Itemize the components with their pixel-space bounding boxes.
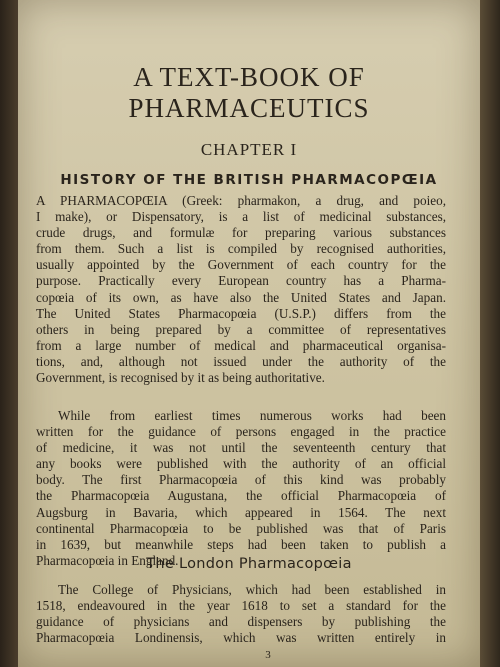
text-line: crude drugs, and formulæ for preparing various substances — [36, 225, 446, 241]
text-line: written for the guidance of persons engaged in the practice — [36, 424, 446, 440]
book-page — [18, 0, 480, 667]
text-line: The United States Pharmacopœia (U.S.P.) differs from the — [36, 305, 446, 321]
text-line: of medicine, it was not until the seventeenth century that — [36, 440, 446, 456]
text-line: The College of Physicians, which had been established in — [58, 582, 446, 597]
text-line: from them. Such a list is compiled by recognised authorities, — [36, 241, 446, 257]
text-line: any books were published with the authority of an official — [36, 456, 446, 472]
text-line: body. The first Pharmacopœia of this kind was probably — [36, 472, 446, 488]
book-title-line-2: PHARMACEUTICS — [128, 93, 370, 123]
text-line: in 1639, but meanwhile steps had been taken to publish a — [36, 536, 446, 552]
paragraph-history — [36, 408, 446, 569]
text-line: the Pharmacopœia Augustana, the official Pharmacopœia of — [36, 488, 446, 504]
text-line: Pharmacopœia in England. — [36, 552, 179, 568]
page-edge-shadow — [480, 0, 500, 667]
text-line: 1518, endeavoured in the year 1618 to set a standard for the — [36, 598, 446, 614]
text-line: guidance of physicians and dispensers by publishing the — [36, 614, 446, 630]
book-title-line-1: A TEXT-BOOK OF — [133, 62, 365, 92]
text-line: tions, and, although not issued under the authority of the — [36, 353, 446, 369]
section-heading: The London Pharmacopœia — [146, 556, 352, 572]
text-line: A PHARMACOPŒIA (Greek: pharmakon, a drug, and poieo, — [36, 193, 446, 208]
text-line: I make), or Dispensatory, is a list of medicinal substances, — [36, 209, 446, 225]
text-line: usually appointed by the Government of each country for the — [36, 257, 446, 273]
text-line: Government, is recognised by it as being authoritative. — [36, 370, 325, 386]
text-line: While from earliest times numerous works had been — [58, 408, 446, 423]
paragraph-definition — [36, 193, 446, 386]
page-number: 3 — [265, 649, 271, 661]
book-spine-shadow — [0, 0, 18, 667]
text-line: others in being prepared by a committee of representatives — [36, 321, 446, 337]
text-line: copœia of its own, as have also the United States and Japan. — [36, 289, 446, 305]
text-line: Augsburg in Bavaria, which appeared in 1564. The next — [36, 504, 446, 520]
paragraph-london — [36, 582, 446, 646]
text-line: from a large number of medical and pharmaceutical organisa- — [36, 337, 446, 353]
chapter-title: HISTORY OF THE BRITISH PHARMACOPŒIA — [60, 172, 438, 188]
text-line: Pharmacopœia Londinensis, which was written entirely in — [36, 630, 446, 646]
text-line: purpose. Practically every European country has a Pharma- — [36, 273, 446, 289]
text-line: continental Pharmacopœia to be published was that of Paris — [36, 520, 446, 536]
chapter-label: CHAPTER I — [200, 140, 298, 159]
